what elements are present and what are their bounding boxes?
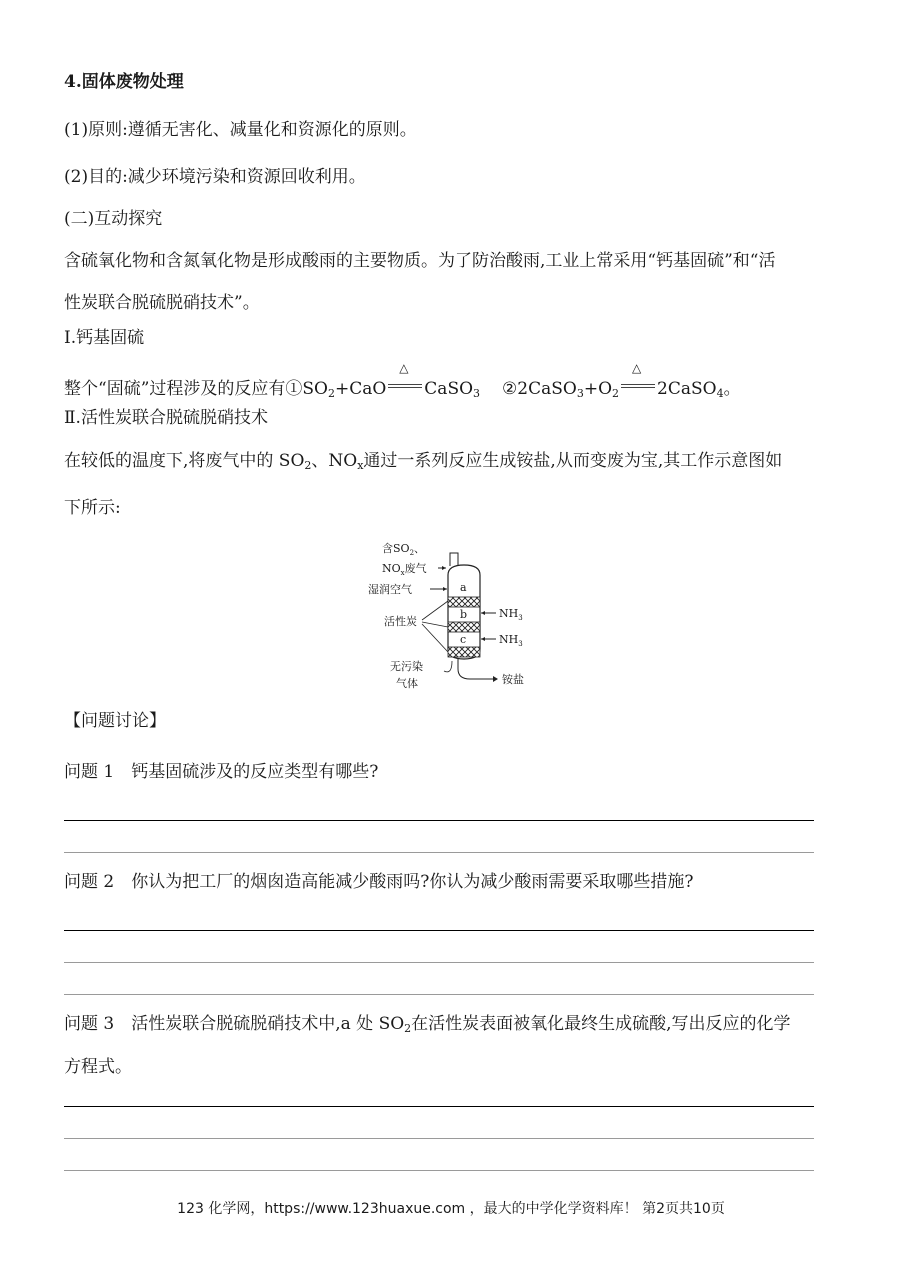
- intro-line-2: 性炭联合脱硫脱硝技术”。: [64, 293, 260, 313]
- answer-line[interactable]: [64, 962, 814, 963]
- part2-heading: Ⅱ.活性炭联合脱硫脱硝技术: [64, 408, 268, 428]
- question-1: 问题 1 钙基固硫涉及的反应类型有哪些?: [64, 762, 379, 782]
- carbon-bed-c: [448, 647, 480, 657]
- desulfurization-tower-diagram: [360, 535, 540, 695]
- intro-line-1: 含硫氧化物和含氮氧化物是形成酸雨的主要物质。为了防治酸雨,工业上常采用“钙基固硫”和“活: [64, 251, 776, 271]
- discussion-heading: 【问题讨论】: [64, 711, 166, 731]
- carbon-bed-b: [448, 622, 480, 632]
- question-2: 问题 2 你认为把工厂的烟囱造高能减少酸雨吗?你认为减少酸雨需要采取哪些措施?: [64, 872, 694, 892]
- carbon-bed-a: [448, 597, 480, 607]
- purpose-text: (2)目的:减少环境污染和资源回收利用。: [64, 167, 366, 187]
- ammonium-salt-label: 铵盐: [502, 673, 524, 686]
- page-footer: 123 化学网，https://www.123huaxue.com ，最大的中学化学资料库！ 第2页共10页: [177, 1201, 725, 1217]
- clean-gas-label-2: 气体: [396, 677, 418, 690]
- answer-line[interactable]: [64, 852, 814, 853]
- heat-condition-arrow: △: [388, 374, 422, 396]
- section-label-c: c: [460, 633, 467, 646]
- part2-line-2: 下所示:: [64, 498, 121, 518]
- gas-in-label-2: $NO_x$废气: [382, 562, 427, 577]
- nh3-label-1: $NH_3$: [499, 607, 523, 622]
- part2-line-1: 在较低的温度下,将废气中的 $SO_2$、$NO_x$通过一系列反应生成铵盐,从而变废为宝,其工作示意图如: [64, 451, 783, 472]
- answer-line[interactable]: [64, 1106, 814, 1107]
- gas-in-label-1: 含$SO_2$、: [382, 542, 426, 557]
- interactive-heading: (二)互动探究: [64, 209, 163, 229]
- answer-line[interactable]: [64, 930, 814, 931]
- part1-heading: Ⅰ.钙基固硫: [64, 328, 145, 348]
- question-3: 问题 3 活性炭联合脱硫脱硝技术中,a 处 $SO_2$在活性炭表面被氧化最终生成硫酸,写出反应的化学: [64, 1014, 791, 1035]
- nh3-label-2: $NH_3$: [499, 633, 523, 648]
- answer-line[interactable]: [64, 1138, 814, 1139]
- heat-condition-arrow-2: △: [621, 374, 655, 396]
- section-label-a: a: [460, 581, 467, 594]
- activated-carbon-label: 活性炭: [384, 615, 417, 628]
- answer-line[interactable]: [64, 994, 814, 995]
- principle-text: (1)原则:遵循无害化、减量化和资源化的原则。: [64, 120, 417, 140]
- clean-gas-label-1: 无污染: [390, 660, 423, 673]
- section-label-b: b: [460, 608, 468, 621]
- humid-air-label: 湿润空气: [368, 583, 412, 596]
- answer-line[interactable]: [64, 1170, 814, 1171]
- section-title: 4.固体废物处理: [64, 72, 184, 92]
- question-3-line-2: 方程式。: [64, 1057, 132, 1077]
- answer-line[interactable]: [64, 820, 814, 821]
- reaction-equations: 整个“固硫”过程涉及的反应有$①SO_2+CaO$ △ CaSO$_3$ $②2CaSO_3+O_2$ △ 2CaSO$_4$。: [64, 361, 741, 400]
